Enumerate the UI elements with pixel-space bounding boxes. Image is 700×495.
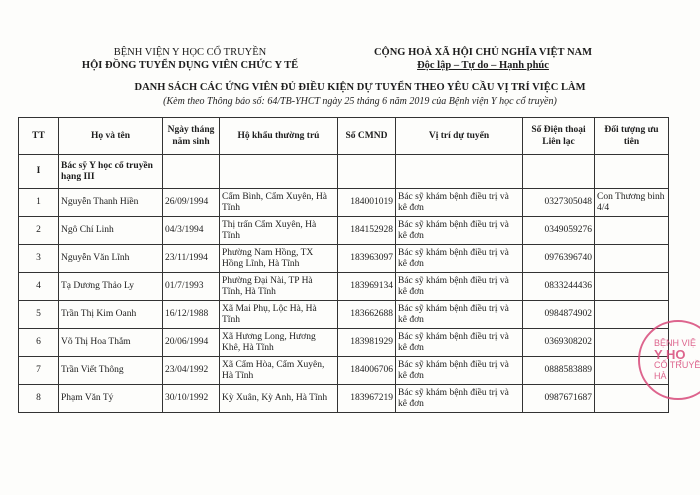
cell-name: Phạm Văn Tý: [59, 385, 163, 413]
table-row: [19, 301, 669, 329]
cell-id: 183969134: [338, 273, 396, 301]
cell-priority: [595, 245, 669, 273]
cell-residence: Xã Cẩm Hòa, Cẩm Xuyên, Hà Tĩnh: [220, 357, 338, 385]
cell-tt: 7: [19, 357, 59, 385]
cell-residence: Cẩm Bình, Cẩm Xuyên, Hà Tĩnh: [220, 189, 338, 217]
cell-priority: [595, 217, 669, 245]
cell-name: Trần Thị Kim Oanh: [59, 301, 163, 329]
cell-id: 183981929: [338, 329, 396, 357]
candidate-table: [18, 117, 669, 413]
header-right: [338, 46, 628, 72]
cell-residence: Phường Đại Nài, TP Hà Tĩnh, Hà Tĩnh: [220, 273, 338, 301]
cell-id: 184152928: [338, 217, 396, 245]
section-label: Bác sỹ Y học cổ truyền hạng III: [59, 155, 163, 189]
cell-residence: Phường Nam Hồng, TX Hồng Lĩnh, Hà Tĩnh: [220, 245, 338, 273]
cell-phone: 0984874902: [523, 301, 595, 329]
table-row: [19, 385, 669, 413]
header-dob: Ngày tháng năm sinh: [163, 118, 220, 155]
cell-position: Bác sỹ khám bệnh điều trị và kê đơn: [396, 301, 523, 329]
cell-id: 184006706: [338, 357, 396, 385]
cell-phone: 0349059276: [523, 217, 595, 245]
cell-name: Võ Thị Hoa Thắm: [59, 329, 163, 357]
cell-position: Bác sỹ khám bệnh điều trị và kê đơn: [396, 217, 523, 245]
cell-phone: 0369308202: [523, 329, 595, 357]
cell-name: Nguyễn Văn Lĩnh: [59, 245, 163, 273]
cell-residence: Thị trấn Cẩm Xuyên, Hà Tĩnh: [220, 217, 338, 245]
cell-name: Tạ Dương Thảo Ly: [59, 273, 163, 301]
council-name: HỘI ĐỒNG TUYỂN DỤNG VIÊN CHỨC Y TẾ: [81, 60, 299, 71]
republic-name: CỘNG HOÀ XÃ HỘI CHỦ NGHĨA VIỆT NAM: [373, 47, 593, 58]
cell-residence: Xã Hương Long, Hương Khê, Hà Tĩnh: [220, 329, 338, 357]
cell-name: Trần Viết Thông: [59, 357, 163, 385]
table-row: [19, 329, 669, 357]
cell-tt: 5: [19, 301, 59, 329]
cell-phone: 0987671687: [523, 385, 595, 413]
cell-id: 183967219: [338, 385, 396, 413]
header-residence: Hộ khẩu thường trú: [220, 118, 338, 155]
national-motto: Độc lập – Tự do – Hạnh phúc: [417, 60, 549, 71]
cell-tt: 4: [19, 273, 59, 301]
cell-priority: [595, 273, 669, 301]
cell-tt: 3: [19, 245, 59, 273]
table-row: [19, 357, 669, 385]
document-title: DANH SÁCH CÁC ỨNG VIÊN ĐỦ ĐIỀU KIỆN DỰ TUYỂN THEO YÊU CẦU VỊ TRÍ VIỆC LÀM: [134, 82, 586, 93]
cell-id: 183963097: [338, 245, 396, 273]
header-priority: Đối tượng ưu tiên: [595, 118, 669, 155]
cell-dob: 16/12/1988: [163, 301, 220, 329]
cell-tt: 1: [19, 189, 59, 217]
table-row: [19, 217, 669, 245]
cell-tt: 8: [19, 385, 59, 413]
cell-phone: 0327305048: [523, 189, 595, 217]
header-phone: Số Điện thoại Liên lạc: [523, 118, 595, 155]
cell-dob: 01/7/1993: [163, 273, 220, 301]
cell-phone: 0833244436: [523, 273, 595, 301]
cell-position: Bác sỹ khám bệnh điều trị và kê đơn: [396, 245, 523, 273]
cell-name: Ngô Chí Linh: [59, 217, 163, 245]
cell-id: 184001019: [338, 189, 396, 217]
cell-dob: 30/10/1992: [163, 385, 220, 413]
cell-dob: 23/04/1992: [163, 357, 220, 385]
cell-position: Bác sỹ khám bệnh điều trị và kê đơn: [396, 189, 523, 217]
document-subtitle: (Kèm theo Thông báo số: 64/TB-YHCT ngày 25 tháng 6 năm 2019 của Bệnh viện Y học cổ truyền): [163, 96, 557, 107]
cell-dob: 20/06/1994: [163, 329, 220, 357]
header-position: Vị trí dự tuyển: [396, 118, 523, 155]
cell-position: Bác sỹ khám bệnh điều trị và kê đơn: [396, 273, 523, 301]
cell-priority: Con Thương binh 4/4: [595, 189, 669, 217]
cell-position: Bác sỹ khám bệnh điều trị và kê đơn: [396, 329, 523, 357]
table-row: [19, 245, 669, 273]
cell-name: Nguyễn Thanh Hiền: [59, 189, 163, 217]
cell-residence: Kỳ Xuân, Kỳ Anh, Hà Tĩnh: [220, 385, 338, 413]
cell-phone: 0888583889: [523, 357, 595, 385]
red-seal-stamp: BỆNH VIỆ Y HỌ CỔ TRUYỀ HÀ: [638, 320, 700, 400]
table-header-row: [19, 118, 669, 155]
header-tt: TT: [19, 118, 59, 155]
cell-position: Bác sỹ khám bệnh điều trị và kê đơn: [396, 357, 523, 385]
cell-phone: 0976396740: [523, 245, 595, 273]
header-name: Họ và tên: [59, 118, 163, 155]
cell-dob: 04/3/1994: [163, 217, 220, 245]
table-row: [19, 189, 669, 217]
header-id: Số CMND: [338, 118, 396, 155]
section-numeral: I: [19, 155, 59, 189]
cell-position: Bác sỹ khám bệnh điều trị và kê đơn: [396, 385, 523, 413]
cell-dob: 26/09/1994: [163, 189, 220, 217]
cell-id: 183662688: [338, 301, 396, 329]
cell-dob: 23/11/1994: [163, 245, 220, 273]
cell-tt: 2: [19, 217, 59, 245]
section-row: [19, 155, 669, 189]
header-left: [70, 46, 310, 72]
table-row: [19, 273, 669, 301]
organization-name: BỆNH VIỆN Y HỌC CỔ TRUYỀN: [113, 47, 267, 58]
cell-tt: 6: [19, 329, 59, 357]
cell-residence: Xã Mai Phụ, Lộc Hà, Hà Tĩnh: [220, 301, 338, 329]
